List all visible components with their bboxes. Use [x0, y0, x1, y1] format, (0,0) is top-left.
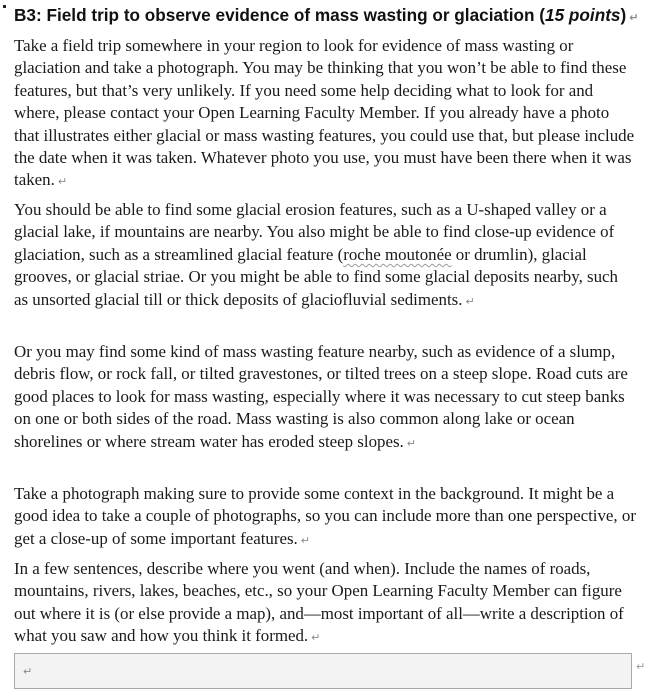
paragraph-mass-wasting [14, 341, 636, 455]
paragraph-mass-wasting-text: Or you may find some kind of mass wasting feature nearby, such as evidence of a slump, debris flow, or rock fall, or tilted gravestones, or tilted trees on a steep slope. Road cuts are good places to look for mass wasting, especially where it was necessary to cut steep banks on one or both sides of the road. Mass wasting is also common along lake or ocean shorelines or where stream water has eroded steep slopes. [14, 342, 628, 451]
paragraph-glacial [14, 199, 636, 313]
paragraph-describe [14, 558, 636, 650]
heading-points: 15 points [545, 5, 621, 25]
paragraph-intro-text: Take a field trip somewhere in your region to look for evidence of mass wasting or glaciation and take a photograph. You may be thinking that you won’t be able to find these features, but that’s very unlikely. If you need some help deciding what to look for and where, please contact your Open Learning Faculty Member. If you already have a photo that illustrates either glacial or mass wasting features, you could use that, but please include the date when it was taken. Whatever photo you use, you must have been there when it was taken. [14, 36, 635, 190]
paragraph-mark-icon: ↵ [465, 294, 475, 308]
paragraph-intro [14, 35, 636, 194]
paragraph-mark-icon: ↵ [23, 665, 33, 678]
section-heading [14, 4, 638, 29]
paragraph-glacial-text-a: You should be able to find some glacial erosion features, such as a U-shaped valley or a glacial lake, if mountains are nearby. You also might be able to find close-up evidence of glaciation, such as a streamlined glacial feature ( [14, 200, 615, 264]
paragraph-mark-icon: ↵ [57, 175, 68, 189]
paragraph-photograph-text: Take a photograph making sure to provide some context in the background. It might be a good idea to take a couple of photographs, so you can include more than one perspective, or get a close-up of some important features. [14, 484, 636, 548]
paragraph-describe-text: In a few sentences, describe where you went (and when). Include the names of roads, mountains, rivers, lakes, beaches, etc., so your Open Learning Faculty Member can figure out where it is (or else provide a map), and—most important of all—write a description of what you saw and how you think it formed. [14, 559, 624, 646]
heading-close-paren: ) [620, 5, 627, 25]
paragraph-mark-icon: ↵ [300, 533, 310, 547]
heading-bullet-marker [3, 5, 6, 8]
cell-end-mark-icon: ↵ [636, 660, 646, 673]
paragraph-mark-icon: ↵ [406, 436, 416, 450]
heading-title: B3: Field trip to observe evidence of mass wasting or glaciation ( [14, 5, 546, 25]
answer-box[interactable] [14, 653, 632, 689]
paragraph-mark-icon: ↵ [311, 631, 321, 645]
paragraph-mark-icon: ↵ [629, 11, 639, 24]
paragraph-glacial-text-b: or drumlin), glacial grooves, or glacial striae. Or you might be able to find some glacial deposits nearby, such as unsorted glacial till or thick deposits of glaciofluvial sediments. [14, 244, 618, 309]
paragraph-photograph [14, 483, 636, 552]
spellcheck-flagged-term[interactable]: roche moutonée [343, 244, 452, 264]
